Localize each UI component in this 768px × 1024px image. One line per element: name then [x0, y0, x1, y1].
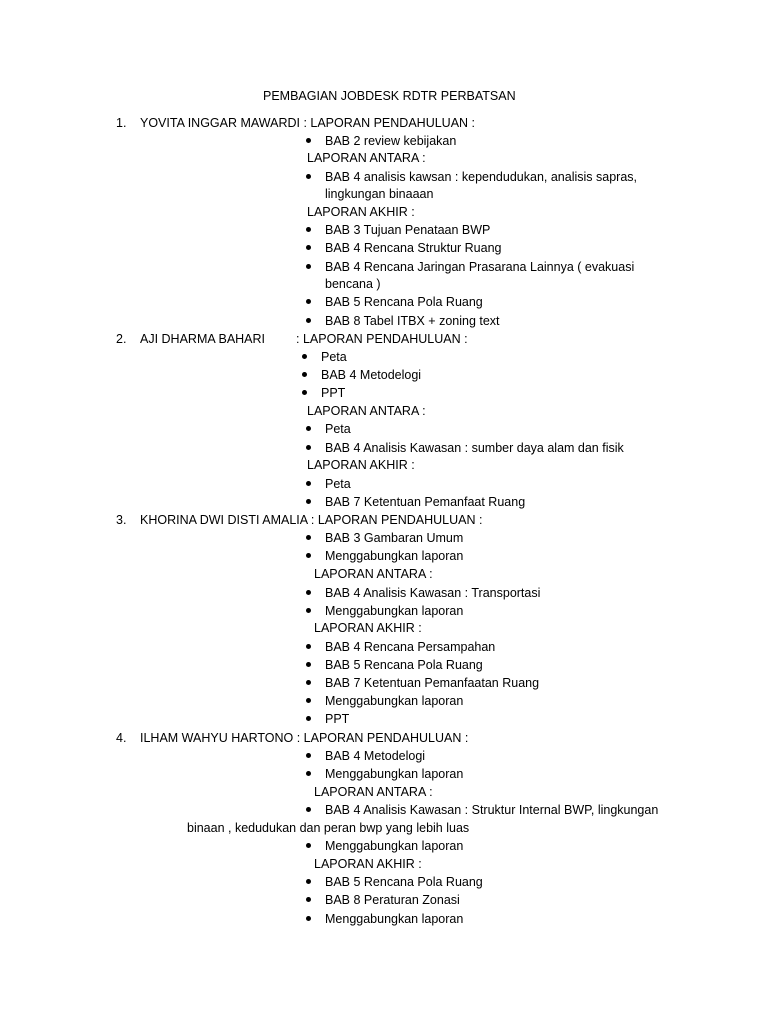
list-item: Peta	[325, 422, 351, 436]
laporan-antara-label: LAPORAN ANTARA :	[307, 404, 426, 418]
member-2-name: AJI DHARMA BAHARI	[140, 332, 266, 346]
laporan-antara-label: LAPORAN ANTARA :	[314, 785, 433, 799]
list-item: BAB 4 analisis kawsan : kependudukan, analisis sapras,	[325, 170, 637, 184]
laporan-akhir-label: LAPORAN AKHIR :	[314, 621, 422, 635]
laporan-akhir-label: LAPORAN AKHIR :	[307, 458, 415, 472]
list-item: BAB 3 Tujuan Penataan BWP	[325, 223, 491, 237]
list-item: Peta	[321, 350, 347, 364]
member-3-heading: KHORINA DWI DISTI AMALIA : LAPORAN PENDAHULUAN :	[140, 513, 483, 527]
laporan-akhir-label: LAPORAN AKHIR :	[314, 857, 422, 871]
list-item-continuation: bencana )	[325, 277, 381, 291]
list-item: Menggabungkan laporan	[325, 912, 464, 926]
list-item: Menggabungkan laporan	[325, 839, 464, 853]
laporan-antara-label: LAPORAN ANTARA :	[307, 151, 426, 165]
laporan-antara-label: LAPORAN ANTARA :	[314, 567, 433, 581]
member-4-number: 4.	[116, 731, 127, 745]
list-item: BAB 5 Rencana Pola Ruang	[325, 875, 483, 889]
list-item: PPT	[325, 712, 350, 726]
list-item: BAB 3 Gambaran Umum	[325, 531, 464, 545]
list-item: BAB 4 Metodelogi	[325, 749, 426, 763]
member-1-heading: YOVITA INGGAR MAWARDI : LAPORAN PENDAHULUAN :	[140, 116, 476, 130]
list-item: BAB 2 review kebijakan	[325, 134, 457, 148]
list-item: BAB 7 Ketentuan Pemanfaatan Ruang	[325, 676, 540, 690]
list-item: Peta	[325, 477, 351, 491]
list-item: BAB 5 Rencana Pola Ruang	[325, 295, 483, 309]
list-item: BAB 4 Analisis Kawasan : Struktur Internal BWP, lingkungan	[325, 803, 659, 817]
list-item: BAB 4 Rencana Persampahan	[325, 640, 496, 654]
laporan-akhir-label: LAPORAN AKHIR :	[307, 205, 415, 219]
list-item-continuation: binaan , kedudukan dan peran bwp yang lebih luas	[187, 821, 470, 835]
member-4-heading: ILHAM WAHYU HARTONO : LAPORAN PENDAHULUAN :	[140, 731, 469, 745]
list-item: BAB 8 Tabel ITBX + zoning text	[325, 314, 500, 328]
list-item: BAB 4 Analisis Kawasan : sumber daya alam dan fisik	[325, 441, 624, 455]
list-item: BAB 4 Rencana Jaringan Prasarana Lainnya ( evakuasi	[325, 260, 635, 274]
list-item: PPT	[321, 386, 346, 400]
list-item: Menggabungkan laporan	[325, 694, 464, 708]
member-1-number: 1.	[116, 116, 127, 130]
list-item: BAB 4 Analisis Kawasan : Transportasi	[325, 586, 541, 600]
list-item: BAB 7 Ketentuan Pemanfaat Ruang	[325, 495, 526, 509]
list-item-continuation: lingkungan binaaan	[325, 187, 434, 201]
list-item: Menggabungkan laporan	[325, 549, 464, 563]
list-item: BAB 8 Peraturan Zonasi	[325, 893, 460, 907]
list-item: Menggabungkan laporan	[325, 604, 464, 618]
member-2-number: 2.	[116, 332, 127, 346]
list-item: BAB 5 Rencana Pola Ruang	[325, 658, 483, 672]
list-item: BAB 4 Rencana Struktur Ruang	[325, 241, 502, 255]
list-item: Menggabungkan laporan	[325, 767, 464, 781]
member-2-heading-tail: : LAPORAN PENDAHULUAN :	[296, 332, 468, 346]
document-title: PEMBAGIAN JOBDESK RDTR PERBATSAN	[263, 89, 516, 103]
member-3-number: 3.	[116, 513, 127, 527]
list-item: BAB 4 Metodelogi	[321, 368, 422, 382]
